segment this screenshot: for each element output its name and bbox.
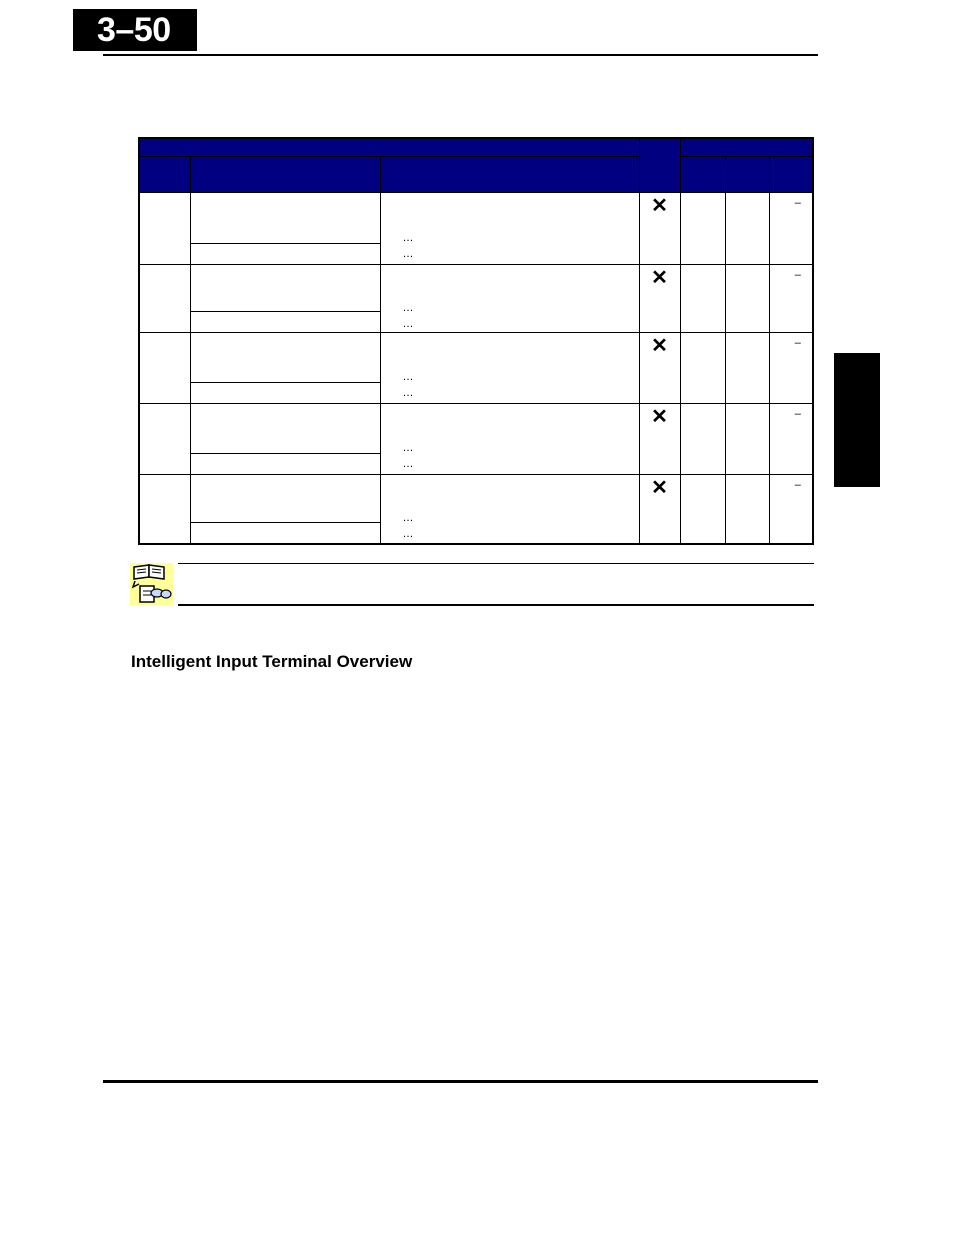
cell-name: [190, 264, 380, 332]
ellipsis: …: [402, 386, 415, 399]
header-defaults-group: [680, 138, 813, 156]
note-bottom-rule: [178, 604, 814, 606]
ellipsis: …: [402, 231, 415, 244]
note-top-rule: [178, 563, 814, 564]
book-pencil-note-icon: [130, 563, 173, 605]
cell-units: [769, 332, 813, 403]
ellipsis: …: [402, 317, 415, 330]
cell-code: [139, 192, 190, 264]
table-row: [139, 403, 813, 474]
cell-name: [190, 332, 380, 403]
parameter-table: [138, 137, 814, 545]
table-header-row-2: [139, 156, 813, 192]
header-units: [769, 156, 813, 192]
x-mark-icon: ✕: [651, 405, 668, 428]
cell-run-mode: [639, 474, 680, 544]
cell-name: [190, 474, 380, 544]
dash-mark: –: [794, 478, 801, 491]
cell-description: [380, 474, 639, 544]
ellipsis: …: [402, 247, 415, 260]
dash-mark: –: [794, 196, 801, 209]
header-description: [380, 156, 639, 192]
table-row: [139, 474, 813, 544]
header-rule: [103, 54, 818, 56]
table-header-row-1: [139, 138, 813, 156]
cell-default-2: [725, 332, 769, 403]
table-row: [139, 332, 813, 403]
ellipsis: …: [402, 511, 415, 524]
cell-description: [380, 264, 639, 332]
cell-name: [190, 192, 380, 264]
cell-description: [380, 403, 639, 474]
page-number: 3–50: [73, 9, 197, 51]
cell-default-2: [725, 264, 769, 332]
cell-description: [380, 192, 639, 264]
cell-default-2: [725, 474, 769, 544]
cell-code: [139, 474, 190, 544]
header-func-code: [139, 156, 190, 192]
dash-mark: –: [794, 336, 801, 349]
cell-run-mode: [639, 192, 680, 264]
cell-default-2: [725, 403, 769, 474]
cell-default-1: [680, 192, 725, 264]
footer-rule: [103, 1080, 818, 1083]
section-heading: Intelligent Input Terminal Overview: [131, 652, 413, 671]
cell-code: [139, 332, 190, 403]
ellipsis: …: [402, 370, 415, 383]
cell-code: [139, 403, 190, 474]
cell-name: [190, 403, 380, 474]
cell-units: [769, 192, 813, 264]
header-default-2: [725, 156, 769, 192]
cell-default-2: [725, 192, 769, 264]
cell-description: [380, 332, 639, 403]
ellipsis: …: [402, 441, 415, 454]
x-mark-icon: ✕: [651, 194, 668, 217]
cell-run-mode: [639, 332, 680, 403]
chapter-side-tab: [834, 353, 880, 487]
header-default-1: [680, 156, 725, 192]
ellipsis: …: [402, 527, 415, 540]
x-mark-icon: ✕: [651, 476, 668, 499]
cell-units: [769, 474, 813, 544]
dash-mark: –: [794, 407, 801, 420]
cell-code: [139, 264, 190, 332]
table-row: [139, 264, 813, 332]
x-mark-icon: ✕: [651, 334, 668, 357]
ellipsis: …: [402, 301, 415, 314]
header-function-group: [139, 138, 639, 156]
table-row: [139, 192, 813, 264]
header-run-mode-edit: [639, 138, 680, 192]
cell-default-1: [680, 264, 725, 332]
dash-mark: –: [794, 268, 801, 281]
cell-run-mode: [639, 403, 680, 474]
ellipsis: …: [402, 457, 415, 470]
cell-default-1: [680, 332, 725, 403]
cell-default-1: [680, 403, 725, 474]
cell-run-mode: [639, 264, 680, 332]
cell-default-1: [680, 474, 725, 544]
cell-units: [769, 264, 813, 332]
header-name: [190, 156, 380, 192]
cell-units: [769, 403, 813, 474]
x-mark-icon: ✕: [651, 266, 668, 289]
